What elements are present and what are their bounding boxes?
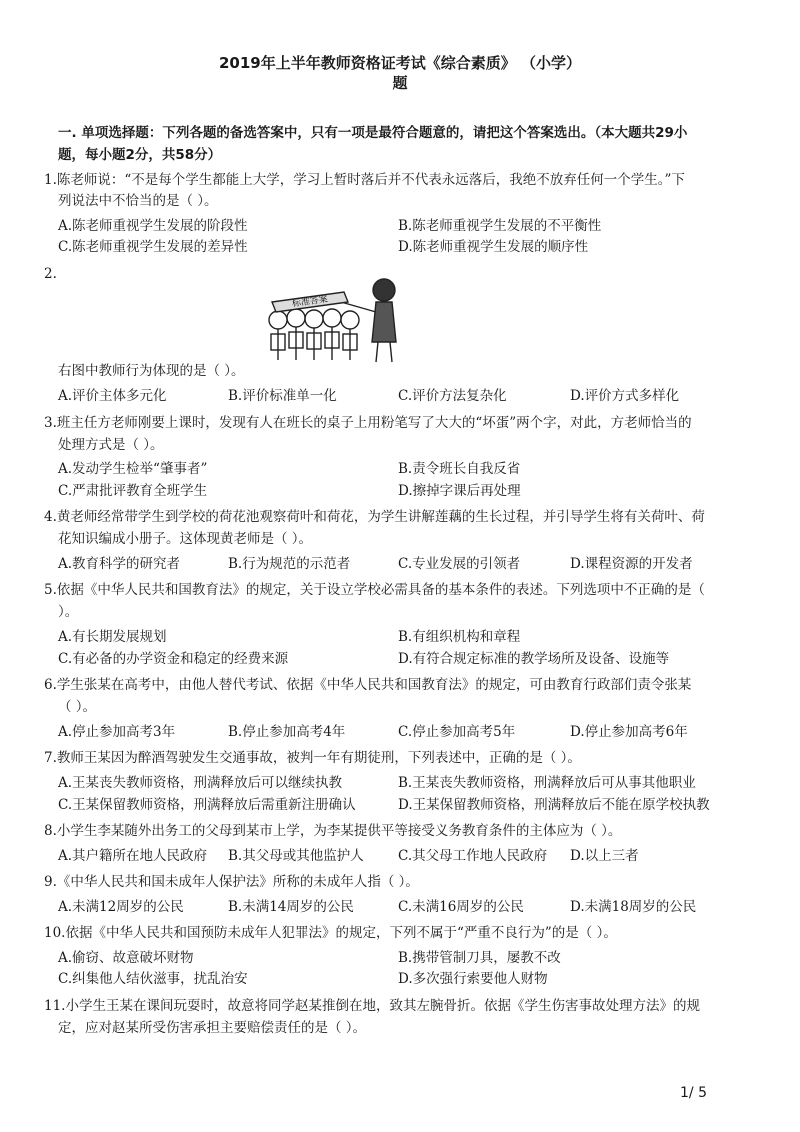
section-heading — [58, 122, 738, 166]
question-1-stem: 1.陈老师说：“不是每个学生都能上大学，学习上暂时落后并不代表永远落后，我绝不放弃任何一个学生。”下 — [44, 172, 685, 188]
question-8-option-a: A.其户籍所在地人民政府 — [58, 848, 208, 864]
question-4-option-b: B.行为规范的示范者 — [228, 556, 351, 572]
question-6-stem-cont: （ ）。 — [58, 699, 97, 715]
student-figures — [269, 309, 359, 360]
question-7-option-a: A.王某丧失教师资格，刑满释放后可以继续执教 — [58, 775, 343, 791]
question-7-stem: 7.教师王某因为醉酒驾驶发生交通事故，被判一年有期徒刑，下列表述中，正确的是（ ）。 — [44, 750, 581, 766]
question-3-stem-cont: 处理方式是（ ）。 — [58, 437, 164, 453]
question-7-option-b: B.王某丧失教师资格，刑满释放后可从事其他职业 — [398, 775, 696, 791]
question-3-option-b: B.责令班长自我反省 — [398, 461, 521, 477]
question-8-option-b: B.其父母或其他监护人 — [228, 848, 364, 864]
question-6-stem: 6.学生张某在高考中，由他人替代考试、依据《中华人民共和国教育法》的规定，可由教育行政部们责令张某 — [44, 677, 692, 693]
teacher-cartoon-illustration — [264, 272, 414, 368]
question-11-stem-cont: 定，应对赵某所受伤害承担主要赔偿责任的是（ ）。 — [58, 1020, 367, 1036]
question-4-stem: 4.黄老师经常带学生到学校的荷花池观察荷叶和荷花，为学生讲解莲藕的生长过程，并引导学生将有关荷叶、荷 — [44, 509, 705, 525]
exam-title: 2019年上半年教师资格证考试《综合素质》 （小学） — [219, 54, 581, 72]
exam-title-continued: 题 — [392, 74, 408, 92]
question-1-option-c: C.陈老师重视学生发展的差异性 — [58, 239, 248, 255]
question-9-option-a: A.未满12周岁的公民 — [58, 899, 184, 915]
question-5-stem: 5.依据《中华人民共和国教育法》的规定，关于设立学校必需具备的基本条件的表述。下列选项中不正确的是（ — [44, 582, 705, 598]
cartoon-sign-text: 标准答案 — [291, 294, 329, 310]
question-4-option-a: A.教育科学的研究者 — [58, 556, 181, 572]
question-2-number: 2. — [44, 266, 57, 282]
question-2-option-b: B.评价标准单一化 — [228, 388, 337, 404]
question-11-stem: 11.小学生王某在课间玩耍时，故意将同学赵某推倒在地，致其左腕骨折。依据《学生伤害事故处理方法》的规 — [44, 998, 700, 1014]
question-6-option-b: B.停止参加高考4年 — [228, 724, 346, 740]
question-3-option-c: C.严肃批评教育全班学生 — [58, 483, 208, 499]
question-7-option-c: C.王某保留教师资格，刑满释放后需重新注册确认 — [58, 797, 356, 813]
question-7-option-d: D.王某保留教师资格，刑满释放后不能在原学校执教 — [398, 797, 710, 813]
question-3-option-d: D.擦掉字课后再处理 — [398, 483, 521, 499]
question-5-stem-cont: ）。 — [58, 604, 79, 620]
question-3-option-a: A.发动学生检举“肇事者” — [58, 461, 208, 477]
question-10-option-c: C.纠集他人结伙滋事，扰乱治安 — [58, 971, 248, 987]
question-2-stem: 右图中教师行为体现的是（ ）。 — [58, 363, 245, 379]
question-5-option-c: C.有必备的办学资金和稳定的经费来源 — [58, 651, 289, 667]
question-8-option-d: D.以上三者 — [570, 848, 639, 864]
question-1-option-a: A.陈老师重视学生发展的阶段性 — [58, 218, 248, 234]
question-2-option-d: D.评价方式多样化 — [570, 388, 680, 404]
question-6-option-c: C.停止参加高考5年 — [398, 724, 516, 740]
question-1-option-b: B.陈老师重视学生发展的不平衡性 — [398, 218, 602, 234]
question-9-option-d: D.未满18周岁的公民 — [570, 899, 697, 915]
question-10-option-a: A.偷窃、故意破坏财物 — [58, 950, 194, 966]
question-10-option-d: D.多次强行索要他人财物 — [398, 971, 548, 987]
question-1-stem-cont: 列说法中不恰当的是（ ）。 — [58, 193, 218, 209]
question-5-option-b: B.有组织机构和章程 — [398, 629, 521, 645]
question-2-option-c: C.评价方法复杂化 — [398, 388, 507, 404]
question-8-option-c: C.其父母工作地人民政府 — [398, 848, 548, 864]
section-heading-line: 一. 单项选择题：下列各题的备选答案中，只有一项是最符合题意的，请把这个答案选出。（本大题共29小 — [58, 125, 688, 141]
question-9-option-b: B.未满14周岁的公民 — [228, 899, 354, 915]
page-number: 1/ 5 — [680, 1085, 707, 1101]
question-4-option-c: C.专业发展的引领者 — [398, 556, 521, 572]
question-3-stem: 3.班主任方老师刚要上课时，发现有人在班长的桌子上用粉笔写了大大的“坏蛋”两个字，对此，方老师恰当的 — [44, 415, 692, 431]
question-10-option-b: B.携带管制刀具，屡教不改 — [398, 950, 561, 966]
question-1-option-d: D.陈老师重视学生发展的顺序性 — [398, 239, 589, 255]
question-2-option-a: A.评价主体多元化 — [58, 388, 167, 404]
question-5-option-a: A.有长期发展规划 — [58, 629, 167, 645]
question-4-stem-cont: 花知识编成小册子。这体现黄老师是（ ）。 — [58, 531, 313, 547]
question-5-option-d: D.有符合规定标准的教学场所及设备、设施等 — [398, 651, 670, 667]
question-10-stem: 10.依据《中华人民共和国预防未成年人犯罪法》的规定，下列不属于“严重不良行为”的是（ ）。 — [44, 925, 617, 941]
question-4-option-d: D.课程资源的开发者 — [570, 556, 693, 572]
question-6-option-d: D.停止参加高考6年 — [570, 724, 688, 740]
question-9-option-c: C.未满16周岁的公民 — [398, 899, 524, 915]
question-6-option-a: A.停止参加高考3年 — [58, 724, 176, 740]
section-heading-line: 题，每小题2分，共58分） — [58, 147, 222, 163]
question-8-stem: 8.小学生李某随外出务工的父母到某市上学，为李某提供平等接受义务教育条件的主体应为（ ）。 — [44, 823, 622, 839]
question-9-stem: 9.《中华人民共和国未成年人保护法》所称的未成年人指（ ）。 — [44, 874, 419, 890]
